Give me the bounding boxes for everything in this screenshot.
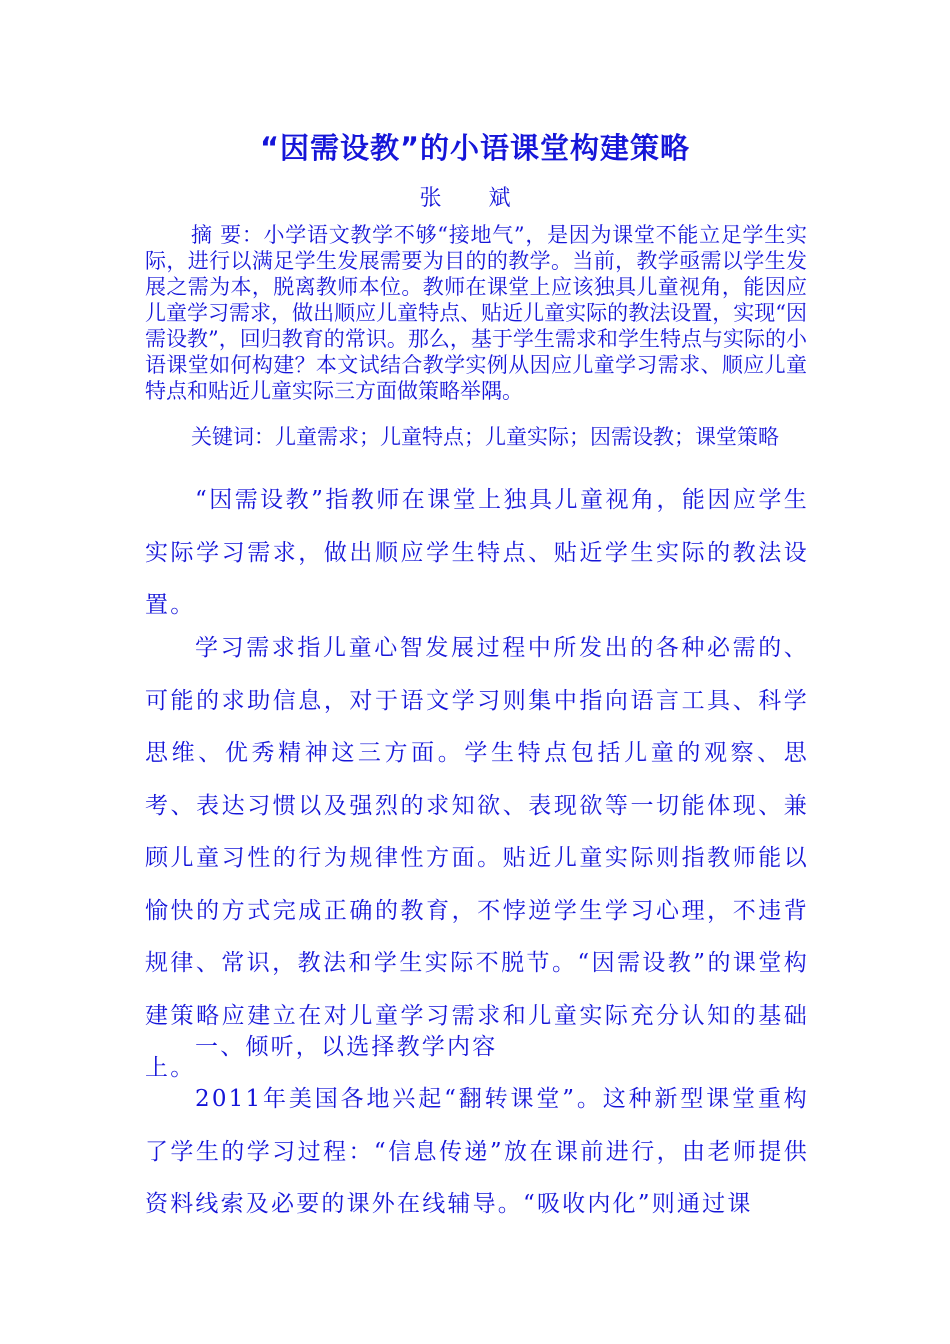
body-paragraph: 学习需求指儿童心智发展过程中所发出的各种必需的、可能的求助信息，对于语文学习则集中指向语言工具、科学思维、优秀精神这三方面。学生特点包括儿童的观察、思考、表达习惯以及强烈的求知欲、表现欲等一切能体现、兼顾儿童习性的行为规律性方面。贴近儿童实际则指教师能以愉快的方式完成正确的教育，不悖逆学生学习心理，不违背规律、常识，教法和学生实际不脱节。“因需设教”的课堂构建策略应建立在对儿童学习需求和儿童实际充分认知的基础上。 [145, 635, 809, 1081]
body-paragraph: “因需设教”指教师在课堂上独具儿童视角，能因应学生实际学习需求，做出顺应学生特点、贴近学生实际的教法设置。 [145, 487, 809, 618]
keywords: 关键词：儿童需求；儿童特点；儿童实际；因需设教；课堂策略 [191, 425, 779, 449]
body-paragraph: 2011年美国各地兴起“翻转课堂”。这种新型课堂重构了学生的学习过程：“信息传递”放在课前进行，由老师提供资料线索及必要的课外在线辅导。“吸收内化”则通过课 [145, 1086, 809, 1217]
author-name: 张 斌 [419, 186, 531, 211]
section-heading: 一、倾听，以选择教学内容 [195, 1034, 498, 1060]
abstract: 摘 要：小学语文教学不够“接地气”，是因为课堂不能立足学生实际，进行以满足学生发展需要为目的的教学。当前，教学亟需以学生发展之需为本，脱离教师本位。教师在课堂上应该独具儿童视角，能因应儿童学习需求，做出顺应儿童特点、贴近儿童实际的教法设置，实现“因需设教”，回归教育的常识。那么，基于学生需求和学生特点与实际的小语课堂如何构建？本文试结合教学实例从因应儿童学习需求、顺应儿童特点和贴近儿童实际三方面做策略举隅。 [145, 223, 807, 403]
page-title: “因需设教”的小语课堂构建策略 [259, 131, 691, 165]
